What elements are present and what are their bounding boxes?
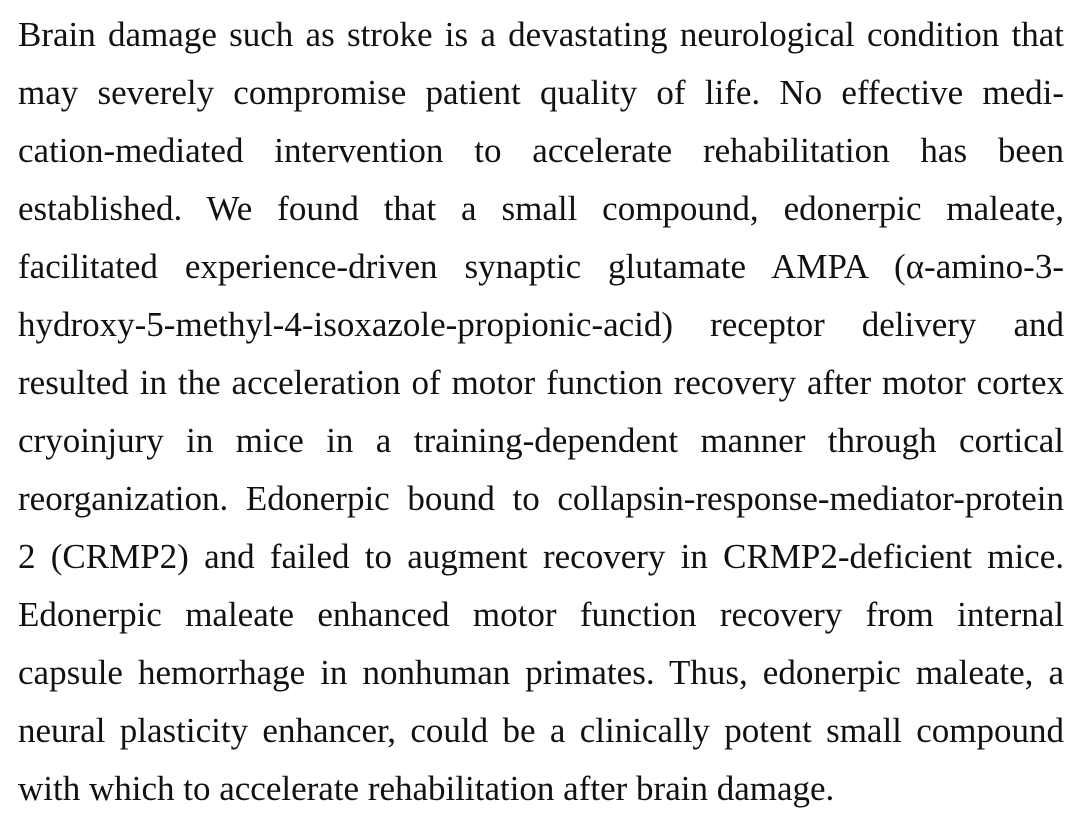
- abstract-line: facilitated experience-driven synaptic glutamate AMPA (α-amino-3-: [18, 247, 1064, 286]
- abstract-line: Brain damage such as stroke is a devastating neurological condition that: [18, 15, 1064, 54]
- abstract-line: hydroxy-5-methyl-4-isoxazole-propionic-acid) receptor delivery and: [18, 305, 1064, 344]
- abstract-paragraph: [18, 6, 1064, 818]
- abstract-line: cryoinjury in mice in a training-dependent manner through cortical: [18, 421, 1064, 460]
- abstract-line: resulted in the acceleration of motor function recovery after motor cortex: [18, 363, 1064, 402]
- abstract-line: Edonerpic maleate enhanced motor function recovery from internal: [18, 595, 1064, 634]
- abstract-line: may severely compromise patient quality of life. No effective medi-: [18, 73, 1064, 112]
- abstract-line: neural plasticity enhancer, could be a clinically potent small compound: [18, 711, 1064, 750]
- abstract-line: established. We found that a small compound, edonerpic maleate,: [18, 189, 1064, 228]
- abstract-line: capsule hemorrhage in nonhuman primates. Thus, edonerpic maleate, a: [18, 653, 1064, 692]
- abstract-line: cation-mediated intervention to accelerate rehabilitation has been: [18, 131, 1064, 170]
- abstract-line: reorganization. Edonerpic bound to collapsin-response-mediator-protein: [18, 479, 1064, 518]
- abstract-line: with which to accelerate rehabilitation after brain damage.: [18, 769, 835, 808]
- abstract-line: 2 (CRMP2) and failed to augment recovery in CRMP2-deficient mice.: [18, 537, 1064, 576]
